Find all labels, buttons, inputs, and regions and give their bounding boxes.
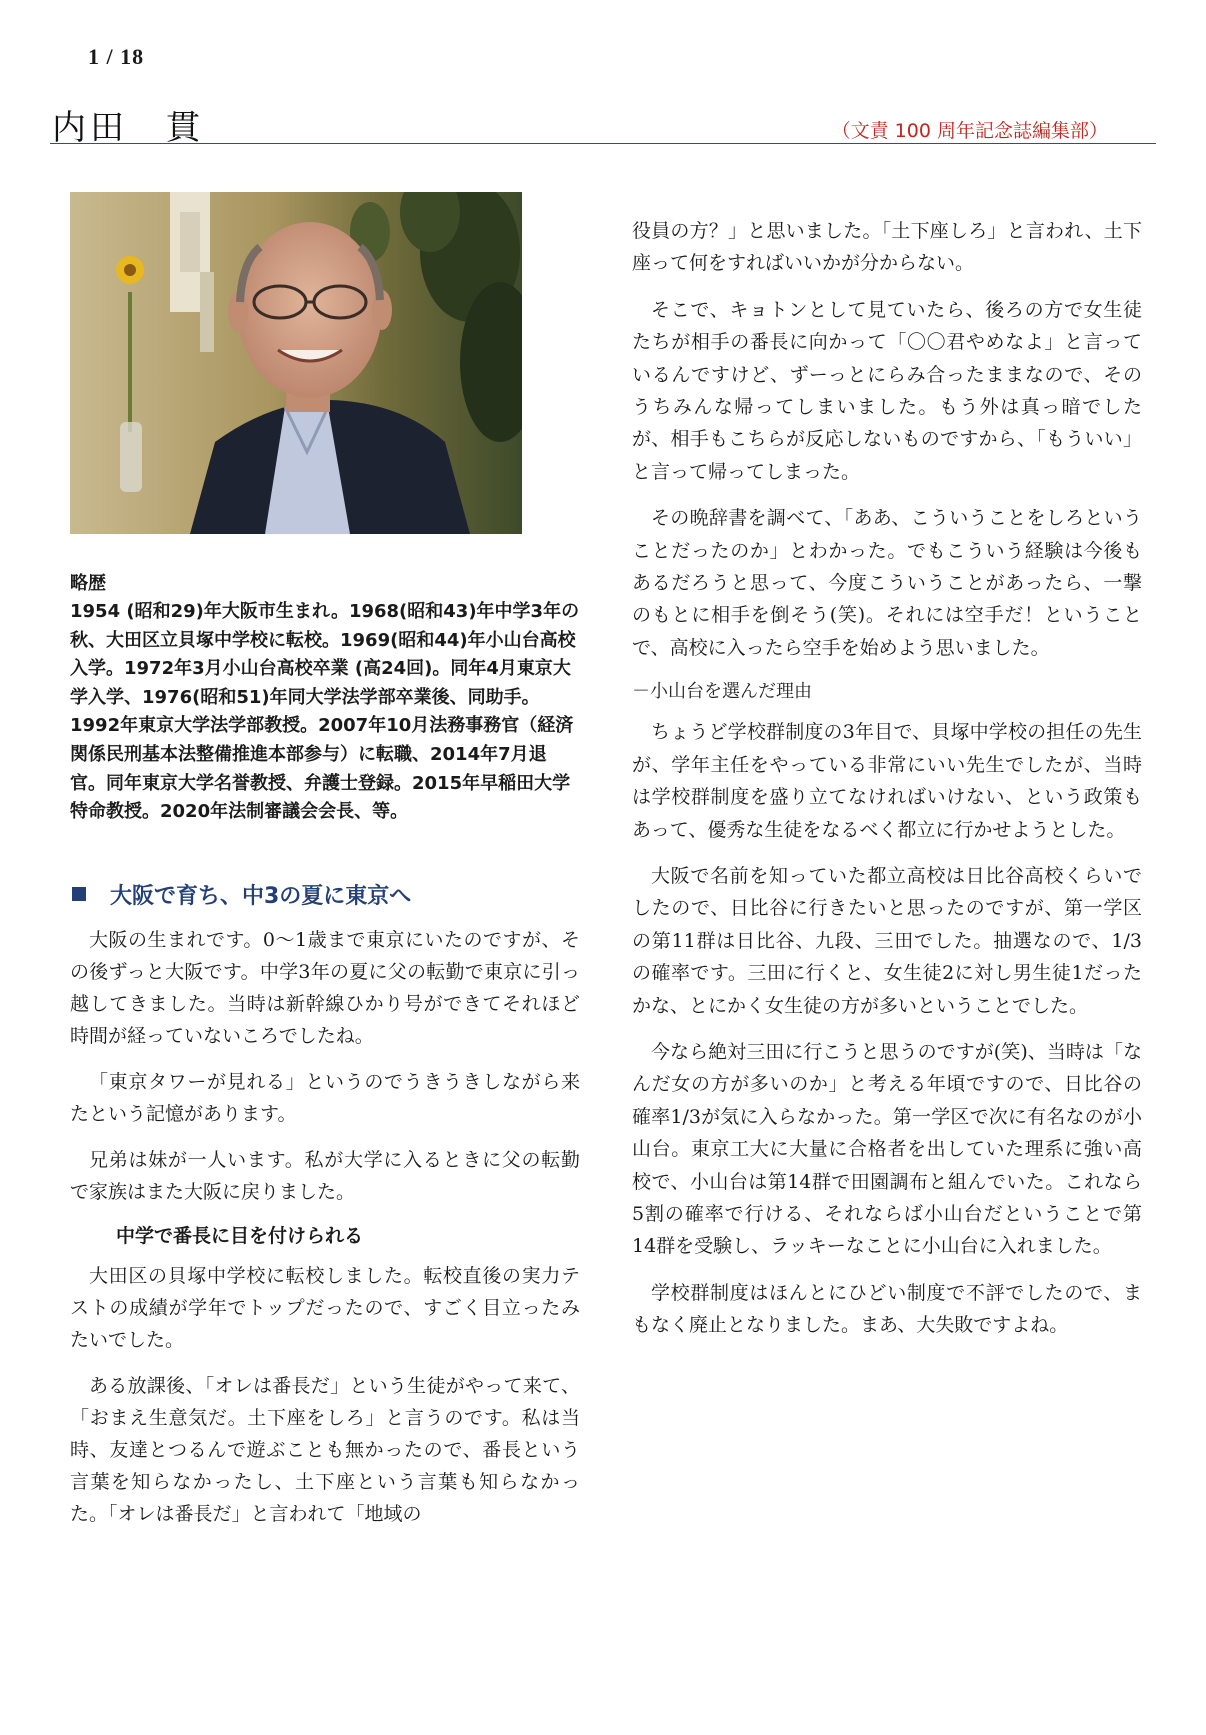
interviewee-name: 内田 貫: [52, 108, 204, 148]
sub-heading: 中学で番長に目を付けられる: [116, 1224, 364, 1247]
paragraph: ちょうど学校群制度の3年目で、貝塚中学校の担任の先生が、学年主任をやっている非常にいい先生でしたが、当時は学校群制度を盛り立てなければいけない、という政策もあって、優秀な生徒をなるべく都立に行かせようとした。: [632, 721, 1142, 841]
paragraph: 兄弟は妹が一人います。私が大学に入るときに父の転勤で家族はまた大阪に戻りました。: [70, 1148, 580, 1203]
right-column: [632, 215, 1142, 1356]
paragraph: 役員の方？」と思いました。「土下座しろ」と言われ、土下座って何をすればいいかが分からない。: [632, 220, 1142, 275]
square-bullet-icon: [72, 887, 86, 901]
header-divider: [50, 143, 1156, 144]
paragraph: 大田区の貝塚中学校に転校しました。転校直後の実力テストの成績が学年でトップだったので、すごく目立ったみたいでした。: [70, 1264, 580, 1351]
paragraph: 「東京タワーが見れる」というのでうきうきしながら来たという記憶があります。: [70, 1070, 580, 1125]
paragraph: 大阪で名前を知っていた都立高校は日比谷高校くらいでしたので、日比谷に行きたいと思ったのですが、第一学区の第11群は日比谷、九段、三田でした。抽選なので、1/3の確率です。三田に行くと、女生徒2に対し男生徒1だったかな、とにかく女生徒の方が多いということでした。: [632, 864, 1142, 1017]
paragraph: 今なら絶対三田に行こうと思うのですが(笑)、当時は「なんだ女の方が多いのか」と考える年頃ですので、日比谷の確率1/3が気に入らなかった。第一学区で次に有名なのが小山台。東京工大に大量に合格者を出していた理系に強い高校で、小山台は第14群で田園調布と組んでいた。これなら5割の確率で行ける、それならば小山台だということで第14群を受験し、ラッキーなことに小山台に入れました。: [632, 1040, 1142, 1258]
paragraph: その晩辞書を調べて、「ああ、こういうことをしろということだったのか」とわかった。でもこういう経験は今後もあるだろうと思って、今度こういうことがあったら、一撃のもとに相手を倒そう(笑)。それには空手だ！ということで、高校に入ったら空手を始めよう思いました。: [632, 507, 1142, 659]
section-heading-text: 大阪で育ち、中3の夏に東京へ: [110, 883, 412, 909]
portrait-photo: [70, 192, 522, 534]
paragraph: ある放課後、「オレは番長だ」という生徒がやって来て、「おまえ生意気だ。土下座をしろ」と言うのです。私は当時、友達とつるんで遊ぶことも無かったので、番長という言葉を知らなかったし、土下座という言葉も知らなかった。「オレは番長だ」と言われて「地域の: [70, 1374, 580, 1525]
left-column: [70, 570, 580, 1544]
section-heading: [70, 879, 580, 910]
bio-heading: 略歴: [70, 573, 106, 594]
bio-text: 1954 (昭和29)年大阪市生まれ。1968(昭和43)年中学3年の秋、大田区立貝塚中学校に転校。1969(昭和44)年小山台高校入学。1972年3月小山台高校卒業 (高24回)。同年4月東京大学入学、1976(昭和51)年同大学法学部卒業後、同助手。1992年東京大学法学部教授。2007年10月法務事務官（経済関係民刑基本法整備推進本部参与）に転職、2014年7月退官。同年東京大学名誉教授、弁護士登録。2015年早稲田大学特命教授。2020年法制審議会会長、等。: [70, 601, 580, 823]
paragraph: そこで、キョトンとして見ていたら、後ろの方で女生徒たちが相手の番長に向かって「〇〇君やめなよ」と言っているんですけど、ずーっとにらみ合ったままなので、そのうちみんな帰ってしまいました。もう外は真っ暗でしたが、相手もこちらが反応しないものですから、「もういい」と言って帰ってしまった。: [632, 298, 1142, 483]
paragraph: 学校群制度はほんとにひどい制度で不評でしたので、まもなく廃止となりました。まあ、大失敗ですよね。: [632, 1281, 1142, 1337]
minor-heading: －小山台を選んだ理由: [632, 681, 812, 703]
editorial-credit: （文責 100 周年記念誌編集部）: [831, 120, 1108, 142]
paragraph: 大阪の生まれです。0～1歳まで東京にいたのですが、その後ずっと大阪です。中学3年の夏に父の転勤で東京に引っ越してきました。当時は新幹線ひかり号ができてそれほど時間が経っていないころでしたね。: [70, 928, 580, 1047]
page-number: 1 / 18: [88, 44, 145, 69]
